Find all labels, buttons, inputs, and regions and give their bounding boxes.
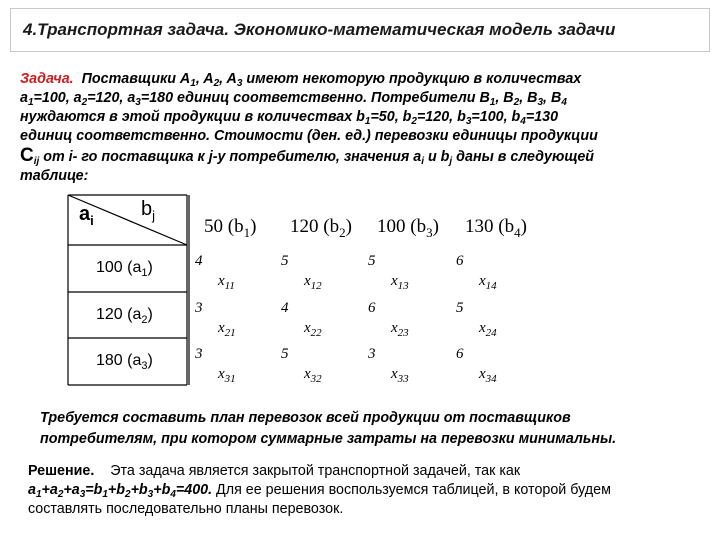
cost-value: 3	[195, 300, 203, 316]
subscript: 1	[190, 78, 196, 89]
page-title: 4.Транспортная задача. Экономико-математическая модель задачи	[23, 20, 616, 39]
requirement-text	[40, 408, 700, 450]
problem-text: , B	[519, 90, 538, 106]
solution-line-2	[28, 481, 708, 500]
corner-label-b: $b_j$	[141, 198, 156, 223]
variable-label: $x_{23}$	[391, 320, 409, 339]
problem-text: нуждаются в этой продукции в количествах b	[20, 109, 365, 125]
problem-label: Задача.	[20, 71, 74, 87]
problem-text: , A	[195, 71, 214, 87]
column-header: 50 $(b_1)$	[204, 216, 257, 240]
problem-text: имеют некоторую продукцию в количествах	[242, 71, 582, 87]
variable-label: $x_{32}$	[304, 366, 322, 385]
subscript: 2	[81, 97, 88, 108]
problem-text: =100, b	[471, 109, 521, 125]
subscript: 2	[213, 78, 220, 89]
cost-value: 5	[368, 253, 376, 269]
problem-text: , B	[543, 90, 562, 106]
variable-label: $x_{22}$	[304, 320, 322, 339]
balance-formula: $a_1+a_2+a_3=b_1+b_2+b_3+b_4=400$.	[28, 482, 213, 500]
variable-label: $x_{33}$	[391, 366, 409, 385]
problem-text: от i- го поставщика к j-у потребителю, значения a	[39, 149, 422, 165]
problem-text: даны в следующей	[452, 149, 595, 165]
cost-value: 4	[195, 253, 203, 269]
subscript: 4	[520, 116, 526, 127]
problem-text: и b	[424, 149, 450, 165]
subscript: 3	[236, 78, 243, 89]
cost-symbol: C	[20, 145, 34, 166]
requirement-line-1: Требуется составить план перевозок всей продукции от поставщиков	[40, 410, 571, 426]
problem-text: =180 единиц соответственно. Потребители B	[140, 90, 490, 106]
subscript: 3	[465, 116, 472, 127]
problem-line-4: единиц соответственно. Стоимости (ден. ед.) перевозки единицы продукции	[20, 128, 598, 144]
cost-value: 3	[368, 346, 376, 362]
subscript: ij	[33, 156, 40, 167]
solution-text	[28, 462, 708, 519]
solution-text-part: Эта задача является закрытой транспортной задачей, так как	[110, 463, 521, 479]
cost-value: 5	[456, 300, 464, 316]
problem-text: Поставщики A	[81, 71, 191, 87]
cost-value: 5	[281, 346, 289, 362]
requirement-line-2: потребителям, при котором суммарные затраты на перевозки минимальны.	[40, 431, 617, 447]
cost-value: 6	[368, 300, 376, 316]
problem-text: , A	[219, 71, 237, 87]
subscript: 2	[411, 116, 417, 127]
row-header: 180 $(a_3)$	[96, 352, 153, 372]
problem-text: =100, a	[33, 90, 82, 106]
variable-label: $x_{14}$	[479, 273, 497, 292]
cost-value: 6	[456, 346, 464, 362]
variable-label: $x_{21}$	[218, 320, 236, 339]
problem-text: =120, a	[87, 90, 136, 106]
table-content	[96, 216, 527, 385]
solution-line-3: составлять последовательно планы перевозок.	[28, 501, 344, 517]
subscript: 1	[364, 116, 371, 127]
subscript: 3	[135, 97, 141, 108]
variable-label: $x_{12}$	[304, 273, 322, 292]
column-header: 130 $(b_4)$	[465, 216, 527, 240]
column-header: 120 $(b_2)$	[290, 216, 352, 240]
variable-label: $x_{31}$	[218, 366, 236, 385]
cost-value: 4	[281, 300, 289, 316]
subscript: j	[449, 156, 453, 167]
row-header: 120 $(a_2)$	[96, 306, 153, 326]
subscript: i	[421, 156, 424, 167]
solution-label: Решение.	[28, 463, 95, 479]
problem-text: =120, b	[416, 109, 466, 125]
problem-text: , B	[495, 90, 514, 106]
variable-label: $x_{13}$	[391, 273, 409, 292]
subscript: 4	[561, 97, 567, 108]
column-header: 100 $(b_3)$	[377, 216, 439, 240]
corner-label-a: $a_i$	[79, 203, 94, 228]
problem-text: a	[20, 90, 28, 106]
row-header: 100 $(a_1)$	[96, 259, 153, 279]
problem-text: =130	[525, 109, 559, 125]
solution-text-part: Для ее решения воспользуемся таблицей, в которой будем	[212, 482, 611, 498]
subscript: 3	[537, 97, 544, 108]
cost-value: 3	[195, 346, 203, 362]
problem-text: =50, b	[370, 109, 412, 125]
variable-label: $x_{34}$	[479, 366, 497, 385]
problem-line-6: таблице:	[20, 168, 89, 184]
subscript: 1	[27, 97, 34, 108]
cost-value: 5	[281, 253, 289, 269]
solution-line-1	[28, 462, 708, 481]
variable-label: $x_{11}$	[218, 273, 235, 292]
subscript: 1	[489, 97, 496, 108]
cost-value: 6	[456, 253, 464, 269]
subscript: 2	[513, 97, 520, 108]
variable-label: $x_{24}$	[479, 320, 497, 339]
